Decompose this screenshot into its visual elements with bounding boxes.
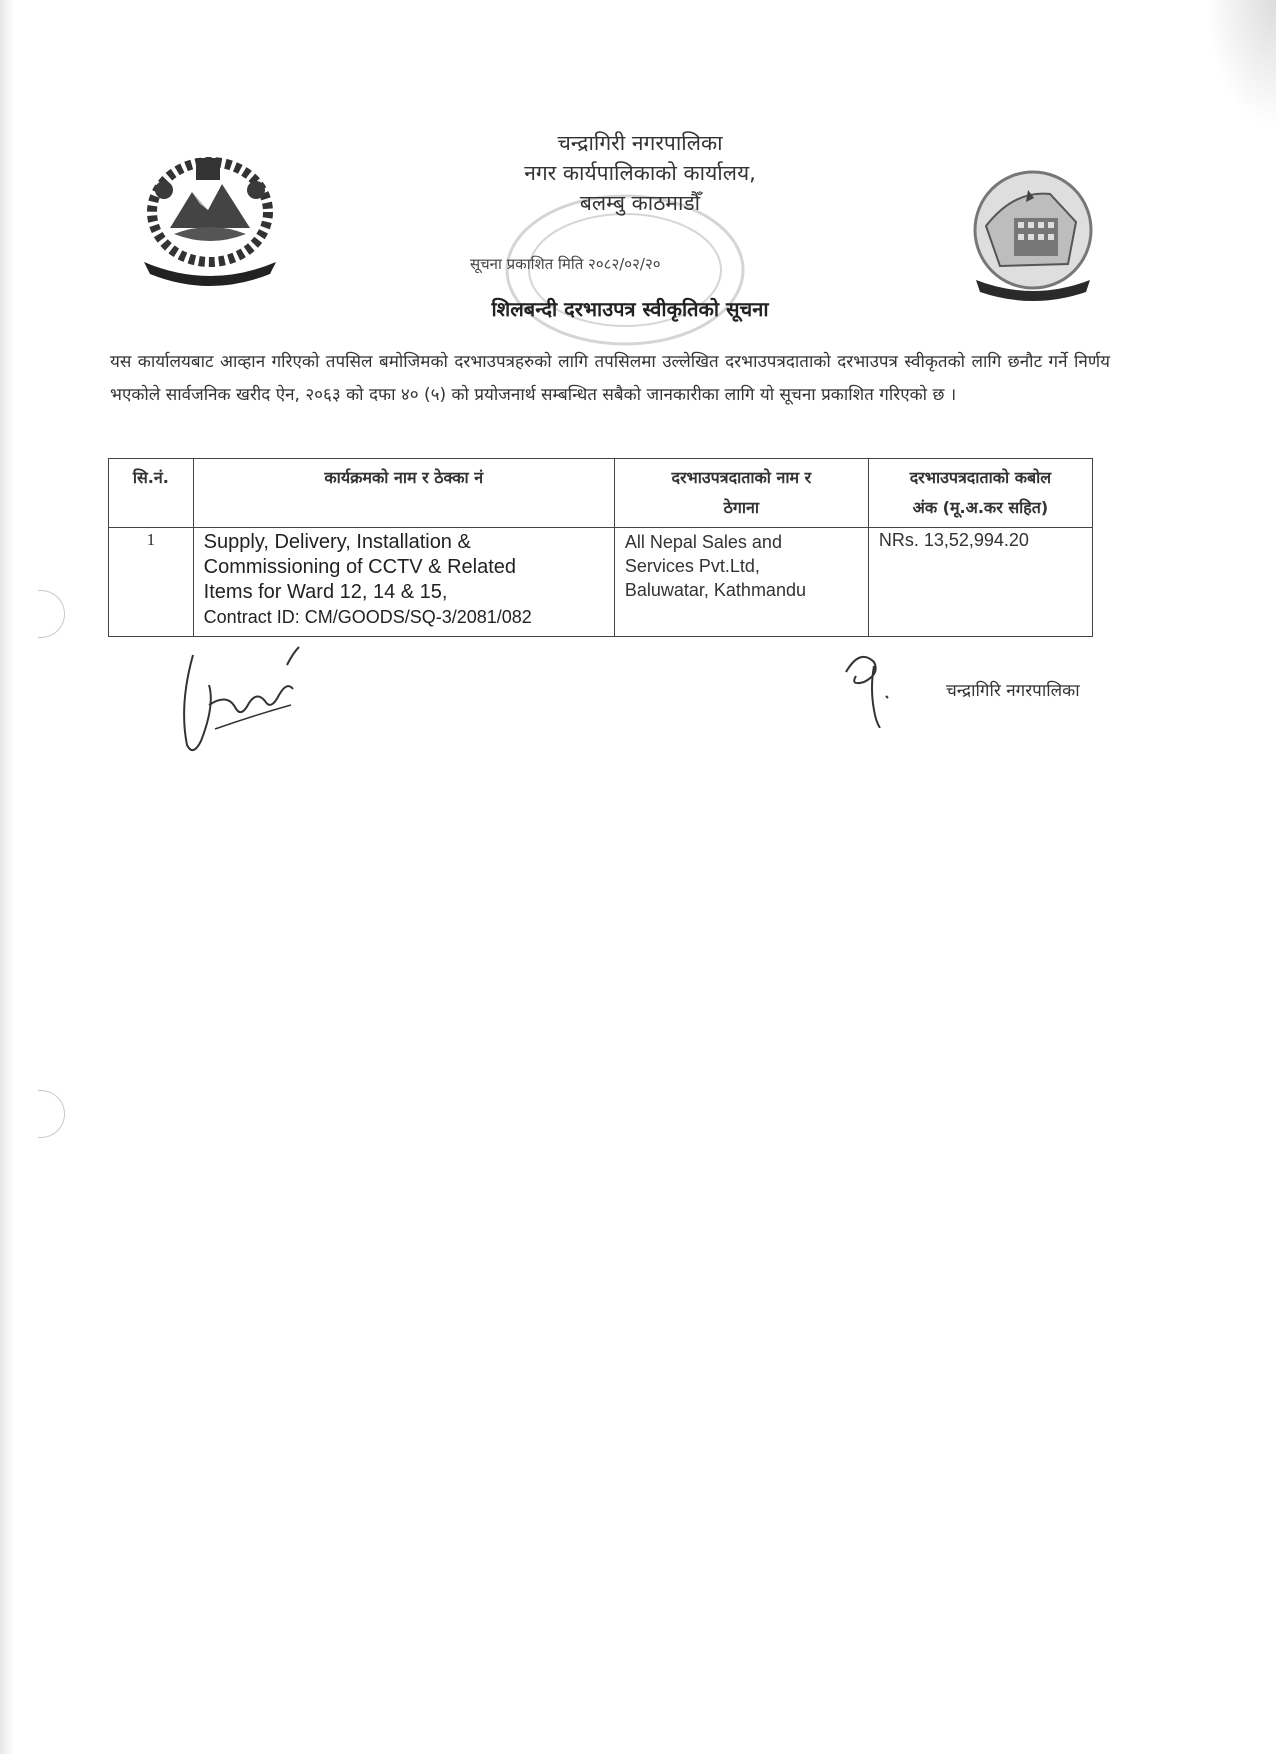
signatory-label: चन्द्रागिरि नगरपालिका <box>946 681 1080 701</box>
scan-shadow-right <box>1206 0 1276 130</box>
contract-id: Contract ID: CM/GOODS/SQ-3/2081/082 <box>203 607 532 627</box>
header-bidder <box>614 459 868 528</box>
header-bidder-line: ठेगाना <box>723 498 760 517</box>
punch-hole-mark <box>38 590 65 638</box>
bidder-line: Services Pvt.Ltd, <box>624 556 760 576</box>
cell-bidder <box>614 528 868 637</box>
cell-programme <box>193 528 614 637</box>
cell-sn: 1 <box>109 528 194 637</box>
municipality-name: चन्द्रागिरी नगरपालिका <box>557 131 723 155</box>
office-name: नगर कार्यपालिकाको कार्यालय, <box>524 161 756 185</box>
publish-date: सूचना प्रकाशित मिति २०८२/०२/२० <box>470 255 661 273</box>
header-amount <box>868 459 1092 528</box>
programme-line: Supply, Delivery, Installation & <box>203 531 471 553</box>
header-programme: कार्यक्रमको नाम र ठेक्का नं <box>193 459 614 528</box>
scan-shadow-left <box>0 0 14 1754</box>
bidder-line: All Nepal Sales and <box>624 532 782 552</box>
table-header-row <box>109 459 1093 528</box>
header-sn: सि.नं. <box>109 459 194 528</box>
office-header <box>380 128 900 218</box>
header-amount-line: अंक (मू.अ.कर सहित) <box>912 498 1049 517</box>
notice-title: शिलबन्दी दरभाउपत्र स्वीकृतिको सूचना <box>491 297 769 321</box>
nepal-emblem-icon <box>130 150 290 290</box>
office-address: बलम्बु काठमाडौँ <box>579 191 701 215</box>
programme-line: Commissioning of CCTV & Related <box>203 556 517 578</box>
award-table <box>108 458 1093 637</box>
punch-hole-mark <box>38 1090 65 1138</box>
signature-left-icon <box>175 645 325 765</box>
bidder-line: Baluwatar, Kathmandu <box>624 580 806 600</box>
programme-line: Items for Ward 12, 14 & 15, <box>203 581 448 603</box>
cell-amount: NRs. 13,52,994.20 <box>868 528 1092 637</box>
header-amount-line: दरभाउपत्रदाताको कबोल <box>909 468 1052 487</box>
header-bidder-line: दरभाउपत्रदाताको नाम र <box>671 468 812 487</box>
notice-body: यस कार्यालयबाट आव्हान गरिएको तपसिल बमोजिमको दरभाउपत्रहरुको लागि तपसिलमा उल्लेखित दरभाउपत्रदाताको दरभाउपत्र स्वीकृतको लागि छनौट गर्ने निर्णय भएकोले सार्वजनिक खरीद ऐन, २०६३ को दफा ४० (५) को प्रयोजनार्थ सम्बन्धित सबैको जानकारीका लागि यो सूचना प्रकाशित गरिएको छ । <box>110 352 1110 405</box>
signature-right-icon <box>840 648 910 728</box>
municipality-logo-icon <box>964 168 1102 302</box>
table-row <box>109 528 1093 637</box>
